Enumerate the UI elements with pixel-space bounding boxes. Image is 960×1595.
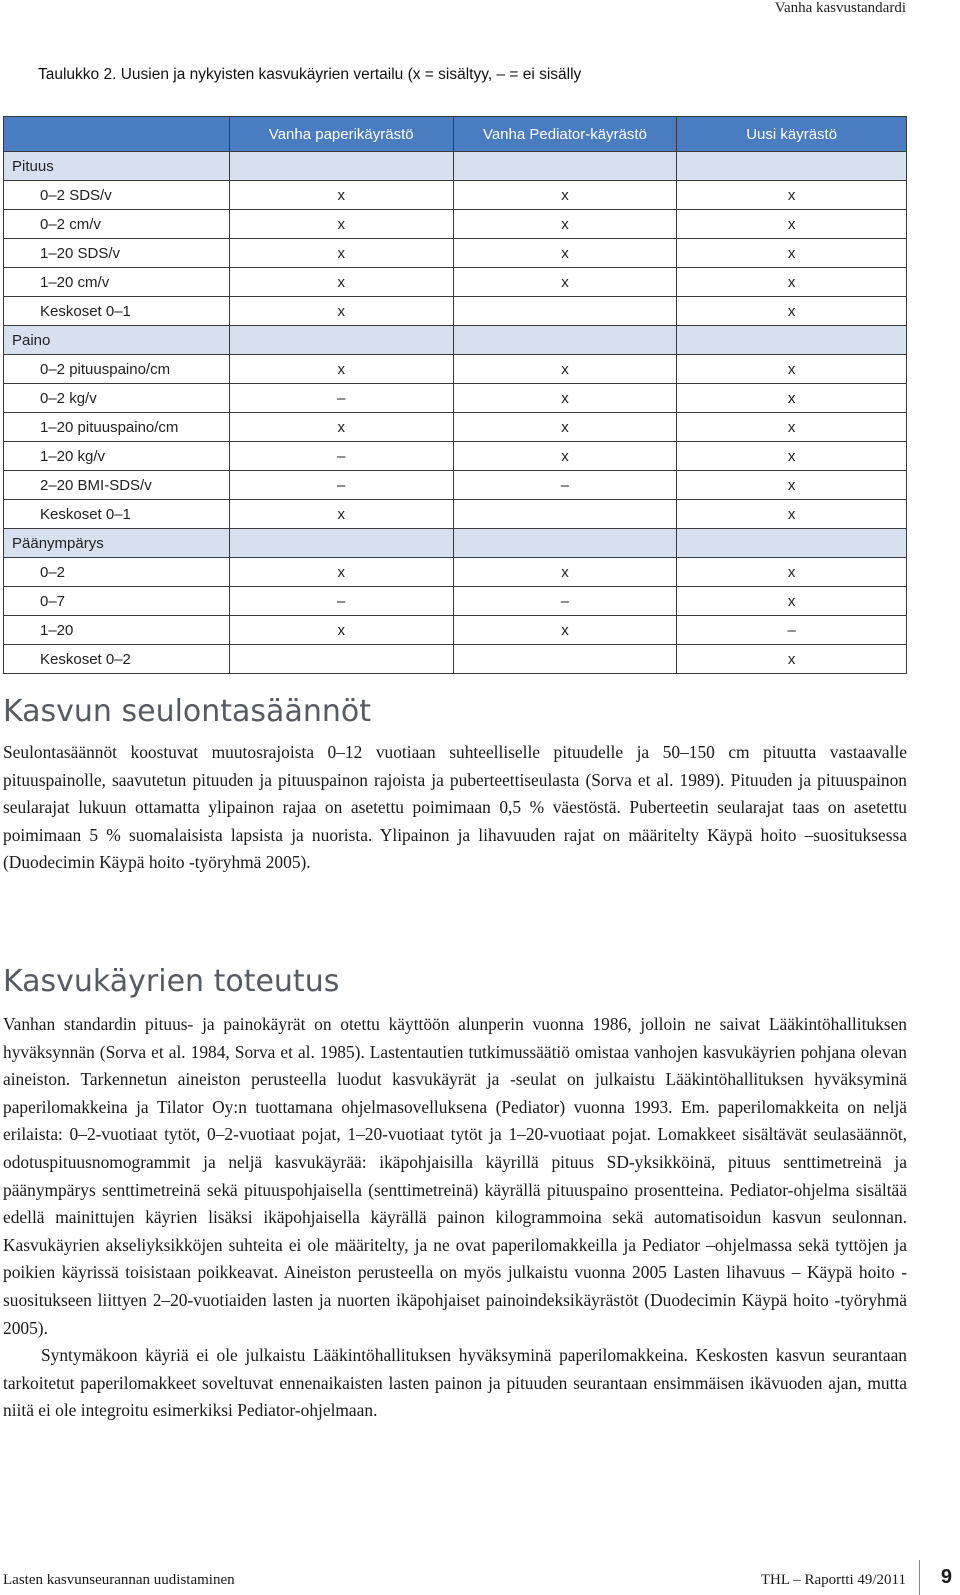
page-number: 9 — [940, 1566, 952, 1588]
table-header-row — [4, 117, 907, 152]
cell-value: x — [453, 355, 677, 384]
cell-value: x — [677, 471, 907, 500]
cell-value: – — [229, 587, 453, 616]
paragraph: Seulontasäännöt koostuvat muutosrajoista 0–12 vuotiaan suhteelliselle pituudelle ja 50–150 cm pituutta vastaavalle pituuspainolle, saavutetun pituuden ja pituuspainon rajoista ja puberteettiseulasta (Sorva et al. 1989). Pituuden ja pituuspainon seularajat lukuun ottamatta ylipainon rajaa on asetettu poimimaan 0,5 % väestöstä. Puberteetin seularajat taas on asetettu poimimaan 5 % suomalaisista lapsista ja nuorista. Ylipainon ja lihavuuden rajat on määritelty Käypä hoito –suosituksessa (Duodecimin Käypä hoito -työryhmä 2005). — [3, 742, 907, 873]
table-row — [4, 500, 907, 529]
table-row — [4, 268, 907, 297]
table-row — [4, 210, 907, 239]
cell-value: – — [453, 471, 677, 500]
group-row — [4, 529, 907, 558]
cell-value: – — [229, 442, 453, 471]
table-row — [4, 442, 907, 471]
cell-value: x — [677, 558, 907, 587]
header-label-cell — [4, 117, 230, 152]
cell-value — [453, 297, 677, 326]
cell-value: x — [453, 442, 677, 471]
cell-value: – — [677, 616, 907, 645]
cell-value: x — [229, 297, 453, 326]
row-label: Keskoset 0–1 — [4, 500, 230, 529]
table-row — [4, 239, 907, 268]
cell-value: x — [453, 268, 677, 297]
table-row — [4, 297, 907, 326]
row-label: 1–20 — [4, 616, 230, 645]
row-label: 0–2 cm/v — [4, 210, 230, 239]
group-label: Päänympärys — [4, 529, 230, 558]
cell-value: x — [229, 268, 453, 297]
comparison-table — [3, 116, 907, 674]
cell-value: – — [229, 471, 453, 500]
cell-value: x — [229, 181, 453, 210]
cell-value: x — [453, 181, 677, 210]
table-row — [4, 181, 907, 210]
column-header: Vanha paperikäyrästö — [229, 117, 453, 152]
column-header: Vanha Pediator-käyrästö — [453, 117, 677, 152]
row-label: 0–2 pituuspaino/cm — [4, 355, 230, 384]
table-row — [4, 355, 907, 384]
group-label: Pituus — [4, 152, 230, 181]
cell-value: x — [229, 500, 453, 529]
cell-value: x — [677, 384, 907, 413]
table-row — [4, 471, 907, 500]
cell-value: x — [453, 616, 677, 645]
screening-text — [3, 739, 907, 877]
cell-value: x — [677, 500, 907, 529]
group-label: Paino — [4, 326, 230, 355]
cell-value — [229, 645, 453, 674]
cell-value: x — [229, 558, 453, 587]
cell-value: x — [677, 268, 907, 297]
cell-value: x — [677, 210, 907, 239]
cell-value — [453, 500, 677, 529]
row-label: 1–20 pituuspaino/cm — [4, 413, 230, 442]
cell-value: x — [677, 442, 907, 471]
footer-report: THL – Raportti 49/2011 — [760, 1572, 906, 1588]
cell-value: x — [677, 239, 907, 268]
footer-title: Lasten kasvunseurannan uudistaminen — [3, 1572, 235, 1588]
table-row — [4, 616, 907, 645]
cell-value: – — [229, 384, 453, 413]
row-label: 1–20 cm/v — [4, 268, 230, 297]
table-row — [4, 558, 907, 587]
section-heading-implementation: Kasvukäyrien toteutus — [3, 964, 340, 999]
cell-value: x — [677, 181, 907, 210]
column-header: Uusi käyrästö — [677, 117, 907, 152]
footer-divider — [919, 1560, 920, 1595]
row-label: 0–2 kg/v — [4, 384, 230, 413]
row-label: 1–20 kg/v — [4, 442, 230, 471]
cell-value: x — [229, 413, 453, 442]
cell-value: x — [229, 239, 453, 268]
row-label: 0–2 — [4, 558, 230, 587]
cell-value: x — [677, 587, 907, 616]
row-label: 1–20 SDS/v — [4, 239, 230, 268]
table-caption: Taulukko 2. Uusien ja nykyisten kasvukäyrien vertailu (x = sisältyy, – = ei sisälly — [38, 66, 582, 83]
row-label: 0–7 — [4, 587, 230, 616]
group-row — [4, 152, 907, 181]
cell-value: x — [677, 297, 907, 326]
cell-value: x — [453, 210, 677, 239]
implementation-text — [3, 1011, 907, 1425]
table-row — [4, 384, 907, 413]
row-label: 0–2 SDS/v — [4, 181, 230, 210]
running-header: Vanha kasvustandardi — [774, 0, 906, 16]
cell-value: x — [229, 355, 453, 384]
cell-value: x — [229, 210, 453, 239]
table-row — [4, 413, 907, 442]
cell-value: x — [677, 355, 907, 384]
table-row — [4, 587, 907, 616]
cell-value: x — [677, 645, 907, 674]
row-label: Keskoset 0–2 — [4, 645, 230, 674]
cell-value — [453, 645, 677, 674]
cell-value: x — [453, 239, 677, 268]
cell-value: x — [453, 413, 677, 442]
cell-value: x — [453, 384, 677, 413]
table-row — [4, 645, 907, 674]
cell-value: x — [453, 558, 677, 587]
row-label: 2–20 BMI-SDS/v — [4, 471, 230, 500]
section-heading-screening: Kasvun seulontasäännöt — [3, 694, 371, 729]
group-row — [4, 326, 907, 355]
paragraph: Vanhan standardin pituus- ja painokäyrät on otettu käyttöön alunperin vuonna 1986, jolloin ne saivat Lääkintöhallituksen hyväksynnän (Sorva et al. 1984, Sorva et al. 1985). Lastentautien tutkimussäätiö omistaa vanhojen kasvukäyrien pohjana olevan aineiston. Tarkennetun aineiston perusteella luodut kasvukäyrät ja -seulat on julkaistu Lääkintöhallituksen hyväksyminä paperilomakkeina ja Tilator Oy:n tuottamana ohjelmasovelluksena (Pediator) vuonna 1993. Em. paperilomakkeita on neljä erilaista: 0–2-vuotiaat tytöt, 0–2-vuotiaat pojat, 1–20-vuotiaat tytöt ja 1–20-vuotiaat pojat. Lomakkeet sisältävät seulasäännöt, odotuspituusnomogrammit ja neljä kasvukäyrää: ikäpohjaisilla käyrillä pituus SD-yksikköinä, pituus senttimetreinä ja päänympärys senttimetreinä sekä pituuspohjaisella (senttimetreinä) käyrällä pituuspaino prosentteina. Pediator-ohjelma sisältää edellä mainittujen käyrien lisäksi ikäpohjaisella käyrällä painon kilogrammoina sekä automatisoidun kasvun seulonnan. Kasvukäyrien akseliyksikköjen suhteita ei ole määritelty, ja ne ovat paperilomakkeilla ja Pediator –ohjelmassa sekä tyttöjen ja poikien käyrissä toisistaan poikkeavat. Aineiston perusteella on myös julkaistu vuonna 2005 Lasten lihavuus – Käypä hoito -suositukseen liittyen 2–20-vuotiaiden lasten ja nuorten ikäpohjaiset painoindeksikäyrästöt (Duodecimin Käypä hoito -työryhmä 2005). — [3, 1014, 907, 1338]
paragraph: Syntymäkoon käyriä ei ole julkaistu Lääkintöhallituksen hyväksyminä paperilomakkeina. Keskosten kasvun seurantaan tarkoitetut paperilomakkeet soveltuvat ennenaikaisten lasten painon ja pituuden seurantaan ensimmäisen ikävuoden ajan, mutta niitä ei ole integroitu esimerkiksi Pediator-ohjelmaan. — [3, 1345, 907, 1421]
cell-value: – — [453, 587, 677, 616]
cell-value: x — [677, 413, 907, 442]
cell-value: x — [229, 616, 453, 645]
row-label: Keskoset 0–1 — [4, 297, 230, 326]
